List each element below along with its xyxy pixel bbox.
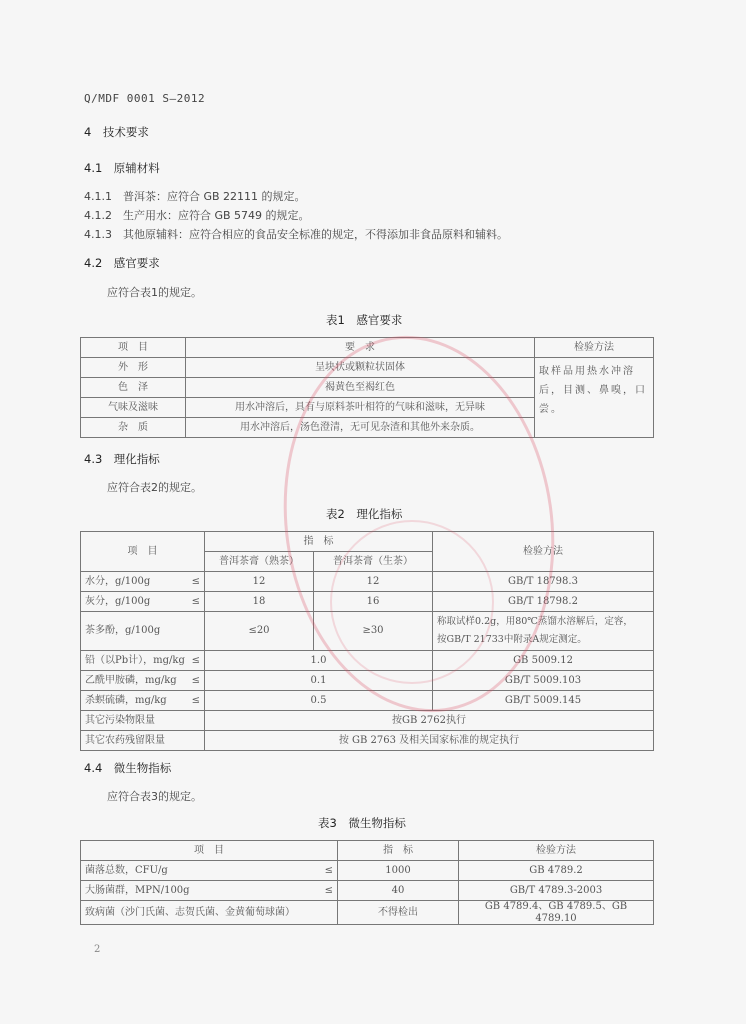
cell-raw: 16: [314, 592, 433, 612]
section-4-1-heading: 4.1 原辅材料: [84, 161, 160, 175]
header-ripe: 普洱茶膏（熟茶）: [205, 552, 314, 572]
table-row: [81, 572, 654, 592]
cell-item: 杀螟硫磷，mg/kg: [85, 694, 167, 706]
cell-symbol: ≤: [191, 595, 200, 607]
clause-4-1-3: 4.1.3 其他原辅料：应符合相应的食品安全标准的规定，不得添加非食品原料和辅料。: [84, 228, 508, 241]
header-item: 项 目: [81, 532, 205, 572]
cell-item: 气味及滋味: [81, 398, 186, 418]
table-3-caption: 表3 微生物指标: [318, 816, 406, 830]
table-row: [81, 901, 654, 925]
table-row: [81, 358, 654, 378]
table-row: [81, 592, 654, 612]
table-header-row: [81, 338, 654, 358]
cell-item: 其它污染物限量: [81, 711, 205, 731]
cell-method: 取样品用热水冲溶后，目测、鼻嗅，口尝。: [535, 358, 654, 438]
standard-number: Q/MDF 0001 S—2012: [84, 92, 206, 105]
table-header-row: [81, 532, 654, 552]
cell-method-line-2: 按GB/T 21733中附录A规定测定。: [437, 634, 587, 645]
cell-span: 按 GB 2763 及相关国家标准的规定执行: [205, 731, 654, 751]
header-method: 检验方法: [535, 338, 654, 358]
cell-method: GB/T 18798.3: [433, 572, 654, 592]
table-row: [81, 711, 654, 731]
cell-symbol: ≤: [324, 884, 333, 896]
cell-item: 乙酰甲胺磷，mg/kg: [85, 674, 177, 686]
cell-item: 色 泽: [81, 378, 186, 398]
table-3-microbial: [80, 840, 654, 925]
cell-method: GB 4789.2: [459, 861, 654, 881]
cell-symbol: ≤: [191, 575, 200, 587]
table-row: [81, 612, 654, 651]
cell-symbol: ≤: [191, 694, 200, 706]
cell-method: GB 5009.12: [433, 651, 654, 671]
cell-ripe: 12: [205, 572, 314, 592]
table-1-sensory: [80, 337, 654, 438]
section-4-heading: 4 技术要求: [84, 125, 149, 139]
clause-4-1-1: 4.1.1 普洱茶：应符合 GB 22111 的规定。: [84, 190, 306, 203]
table-row: [81, 861, 654, 881]
table-1-caption: 表1 感官要求: [326, 313, 403, 327]
cell-raw: 12: [314, 572, 433, 592]
header-index: 指 标: [338, 841, 459, 861]
header-item: 项 目: [81, 338, 186, 358]
cell-item: 杂 质: [81, 418, 186, 438]
table-row: [81, 651, 654, 671]
cell-requirement: 呈块状或颗粒状固体: [186, 358, 535, 378]
cell-item: 茶多酚，g/100g: [81, 612, 205, 651]
cell-item: 水分，g/100g: [85, 575, 151, 587]
table-row: [81, 881, 654, 901]
header-method: 检验方法: [459, 841, 654, 861]
table-header-row: [81, 841, 654, 861]
cell-symbol: ≤: [191, 674, 200, 686]
cell-item: 致病菌（沙门氏菌、志贺氏菌、金黄葡萄球菌）: [81, 901, 338, 925]
cell-value: 1.0: [205, 651, 433, 671]
section-4-4-text: 应符合表3的规定。: [107, 790, 202, 803]
cell-value: 不得检出: [338, 901, 459, 925]
header-requirement: 要 求: [186, 338, 535, 358]
header-item: 项 目: [81, 841, 338, 861]
table-row: [81, 671, 654, 691]
section-4-2-text: 应符合表1的规定。: [107, 286, 202, 299]
section-4-3-text: 应符合表2的规定。: [107, 481, 202, 494]
table-2-physicochemical: [80, 531, 654, 751]
section-4-4-heading: 4.4 微生物指标: [84, 761, 172, 775]
cell-symbol: ≤: [324, 864, 333, 876]
header-index: 指 标: [205, 532, 433, 552]
cell-value: 0.1: [205, 671, 433, 691]
clause-4-1-2: 4.1.2 生产用水：应符合 GB 5749 的规定。: [84, 209, 310, 222]
cell-requirement: 褐黄色至褐红色: [186, 378, 535, 398]
cell-method: GB/T 4789.3-2003: [459, 881, 654, 901]
cell-value: 0.5: [205, 691, 433, 711]
cell-method-line-1: 称取试样0.2g，用80℃蒸馏水溶解后，定容，: [437, 615, 633, 627]
cell-item: 其它农药残留限量: [81, 731, 205, 751]
cell-span: 按GB 2762执行: [205, 711, 654, 731]
cell-requirement: 用水冲溶后，汤色澄清，无可见杂渣和其他外来杂质。: [186, 418, 535, 438]
section-4-3-heading: 4.3 理化指标: [84, 452, 160, 466]
cell-item: 外 形: [81, 358, 186, 378]
cell-ripe: 18: [205, 592, 314, 612]
section-4-2-heading: 4.2 感官要求: [84, 256, 160, 270]
cell-item: 铅（以Pb计），mg/kg: [85, 654, 185, 666]
table-row: [81, 691, 654, 711]
cell-item: 灰分，g/100g: [85, 595, 151, 607]
header-raw: 普洱茶膏（生茶）: [314, 552, 433, 572]
cell-method: GB/T 5009.103: [433, 671, 654, 691]
cell-symbol: ≤: [191, 654, 200, 666]
cell-value: 1000: [338, 861, 459, 881]
cell-raw: ≥30: [314, 612, 433, 651]
table-row: [81, 731, 654, 751]
table-2-caption: 表2 理化指标: [326, 507, 403, 521]
cell-requirement: 用水冲溶后，具有与原料茶叶相符的气味和滋味，无异味: [186, 398, 535, 418]
cell-method: GB/T 5009.145: [433, 691, 654, 711]
cell-ripe: ≤20: [205, 612, 314, 651]
cell-item: 大肠菌群，MPN/100g: [85, 884, 190, 896]
cell-method: GB/T 18798.2: [433, 592, 654, 612]
cell-item: 菌落总数，CFU/g: [85, 864, 168, 876]
page-number: 2: [94, 944, 101, 955]
header-method: 检验方法: [433, 532, 654, 572]
cell-method: GB 4789.4、GB 4789.5、GB 4789.10: [459, 901, 654, 925]
cell-value: 40: [338, 881, 459, 901]
